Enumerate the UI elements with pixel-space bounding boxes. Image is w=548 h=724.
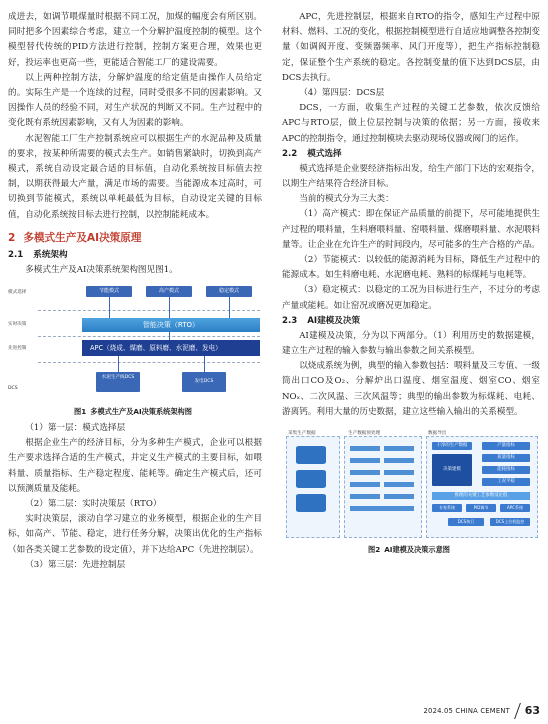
layer-label: 模式选择 bbox=[8, 290, 27, 296]
subsection-number: 2.3 bbox=[282, 315, 298, 326]
paragraph: （3）第三层：先进控制层 bbox=[25, 559, 126, 570]
flow-box: DCS上位机监控 bbox=[490, 518, 530, 526]
arrow bbox=[169, 332, 170, 340]
paragraph: AI建模及决策，分为以下两部分。（1）利用历史的数据建模，建立生产过程的输入参数与输出参数之间关系模型。 bbox=[282, 330, 540, 357]
subsection-number: 2.1 bbox=[8, 249, 24, 260]
paragraph: 根据企业生产的经济目标，分为多种生产模式，企业可以根据生产要求选择合适的生产模式，并定义生产模式的主要目标，如喂料量、质量指标、生产稳定程度、能耗等。确定生产模式后，还可以预测质量及能耗。 bbox=[8, 438, 262, 494]
arrow bbox=[204, 356, 205, 372]
figure-1-architecture-diagram bbox=[8, 282, 262, 404]
output-box: 工况平稳 bbox=[482, 478, 530, 486]
arrow bbox=[109, 297, 110, 318]
process-step bbox=[350, 506, 414, 511]
database-icon bbox=[296, 446, 326, 464]
mode-box-energy: 节能模式 bbox=[86, 286, 132, 297]
paragraph: （3）稳定模式：以稳定的工况为目标进行生产，不过分的考虑产量或能耗。如让窑况或磨况更加稳定。 bbox=[282, 285, 540, 311]
figure-2-ai-modeling-diagram bbox=[282, 426, 540, 542]
paragraph: （4）第四层：DCS层 bbox=[299, 88, 385, 99]
flow-box: 专家系统 bbox=[432, 504, 462, 512]
caption-text: AI建模及决策示意图 bbox=[384, 545, 450, 555]
page-footer bbox=[282, 703, 540, 719]
flow-box: PID调节 bbox=[466, 504, 496, 512]
dcs-box-power: 发电DCS bbox=[182, 372, 226, 392]
paragraph: 当前的模式分为三大类： bbox=[299, 194, 394, 205]
flow-box: APC系统 bbox=[500, 504, 530, 512]
left-column bbox=[8, 10, 262, 573]
layer-label: 先进控制 bbox=[8, 346, 27, 352]
flow-box: DCS执行 bbox=[448, 518, 484, 526]
paragraph: 模式选择是企业要经济指标出发，给生产部门下达的宏观指令，以期生产结果符合经济目标。 bbox=[282, 163, 540, 190]
database-icon bbox=[296, 494, 326, 512]
arrow bbox=[118, 356, 119, 372]
paragraph: （1）高产模式：即在保证产品质量的前提下，尽可能地提供生产过程的喂料量，生料磨喂料量、窑喂料量、煤磨喂料量、水泥喂料量等。让企业在允许生产的时间段内，尽可能多的生产合格的产品。 bbox=[282, 209, 540, 250]
process-step bbox=[350, 458, 380, 463]
subsection-title: 模式选择 bbox=[307, 148, 342, 159]
publication-name: 2024.05 CHINA CEMENT bbox=[423, 707, 510, 715]
layer-divider bbox=[38, 362, 260, 363]
subsection-number: 2.2 bbox=[282, 148, 298, 159]
output-box: 产量指标 bbox=[482, 442, 530, 450]
paragraph: 水泥智能工厂生产控制系统应可以根据生产的水泥品种及质量的要求，按某种所需要的模式去生产。如销售紧缺时，切换到高产模式，系统自动设定最合适的目标值，自动化系统按目标值去控制，以期获得最大产量，满足市场的需要。当能源成本过高时，可切换到节能模式，系统以单耗最低为目标，自动设定关键的目标值，自动化系统按目标去进行控制，以控制能耗成本。 bbox=[8, 133, 262, 220]
arrow bbox=[229, 297, 230, 318]
footer-divider bbox=[514, 703, 521, 719]
mode-box-stable: 稳定模式 bbox=[206, 286, 252, 297]
section-heading bbox=[8, 231, 262, 246]
paragraph: 多模式生产及AI决策系统架构图见图1。 bbox=[25, 264, 178, 275]
apc-bar: APC（烧成、煤磨、原料磨、水泥磨、发电） bbox=[82, 340, 260, 356]
process-step bbox=[350, 482, 380, 487]
preprocessing-panel bbox=[344, 436, 422, 538]
subsection-title: 系统架构 bbox=[33, 249, 68, 260]
caption-number: 图2 bbox=[368, 545, 381, 555]
process-step bbox=[384, 470, 414, 475]
layer-divider bbox=[38, 310, 260, 311]
section-title: 多模式生产及AI决策原理 bbox=[23, 231, 142, 244]
process-step bbox=[350, 494, 380, 499]
subsection-heading bbox=[282, 314, 540, 329]
paragraph: DCS，一方面，收集生产过程的关键工艺参数，依次反馈给APC与RTO层，做上位层控制与决策的依据；另一方面，接收来APC的控制指令，通过控制模块去驱动现场仪器或阀门的运作。 bbox=[282, 103, 540, 144]
process-step bbox=[384, 482, 414, 487]
page-number: 63 bbox=[524, 704, 540, 717]
process-step bbox=[384, 494, 414, 499]
caption-number: 图1 bbox=[74, 407, 87, 417]
clean-data-box: 干净的生产数据 bbox=[432, 442, 472, 450]
layer-label: 实时决策 bbox=[8, 322, 27, 328]
arrow bbox=[169, 297, 170, 318]
output-box: 能耗指标 bbox=[482, 466, 530, 474]
process-step bbox=[384, 446, 414, 451]
paragraph: 实时决策层，滚动自学习建立的业务模型，根据企业的生产目标，如高产、节能、稳定，进行任务分解，决策出优化的生产指标（如各类关键工艺参数的设定值），并下达给APC（先进控制层）。 bbox=[8, 514, 262, 555]
paragraph: 成进去，如调节喂煤量时根据不同工况，加煤的幅度会有所区别。同时把多个因素综合考虑，建立一个分解护温度控制的模型。这个模型替代传统的PID方法进行控制，控制方案更合理，效果也更好，投运率也更高一些，更能适合智能工厂的建设需要。 bbox=[8, 12, 262, 68]
panel-title: 数据导出 bbox=[428, 431, 447, 437]
paragraph: （2）节能模式：以较低的能源消耗为目标，降低生产过程中的能源成本。如生料磨电耗、水泥磨电耗、熟料的标煤耗与电耗等。 bbox=[282, 255, 540, 281]
output-box: 质量指标 bbox=[482, 454, 530, 462]
panel-title: 生产数据预处理 bbox=[348, 431, 381, 437]
rto-bar: 智能决策（RTO） bbox=[82, 318, 260, 332]
subsection-title: AI建模及决策 bbox=[307, 315, 361, 326]
process-step bbox=[384, 458, 414, 463]
process-step bbox=[350, 446, 380, 451]
paragraph: APC，先进控制层，根据来自RTO的指令，感知生产过程中原材料、燃料、工况的变化，根据控制模型进行自适应地调整各控制变量（如调阀开度、变频器频率、风门开度等），把生产指标控制稳定，保证整个生产系统的稳定。各控制变量的值下达到DCS层，由DCS去执行。 bbox=[282, 12, 540, 83]
database-icon bbox=[296, 470, 326, 488]
layer-label: DCS bbox=[8, 386, 18, 392]
dcs-box-cement: 水泥生产线DCS bbox=[96, 372, 140, 392]
panel-title: 采集生产数据 bbox=[288, 431, 316, 437]
subsection-heading bbox=[282, 147, 540, 162]
section-number: 2 bbox=[8, 231, 16, 244]
caption-text: 多模式生产及AI决策系统架构图 bbox=[90, 407, 192, 417]
setpoint-bar: 推理的关键工艺参数设定值 bbox=[432, 492, 530, 500]
subsection-heading bbox=[8, 248, 262, 263]
figure-1-caption bbox=[8, 406, 262, 417]
paragraph: 以上两种控制方法，分解炉温度的给定值是由操作人员给定的。实际生产是一个连续的过程，同时受很多不同的因素影响。又因操作人员的经验不同，对生产状况的判断又不同。生产过程中的变化既有系统因素影响，又有人为因素的影响。 bbox=[8, 72, 262, 129]
right-column bbox=[282, 10, 540, 559]
mode-box-high-yield: 高产模式 bbox=[146, 286, 192, 297]
process-step bbox=[350, 470, 380, 475]
figure-2-caption bbox=[282, 544, 540, 555]
paragraph: （2）第二层：实时决策层（RTO） bbox=[25, 499, 162, 510]
paragraph: 以烧成系统为例，典型的输入参数包括：喂料量及三专值、一级筒出口CO及O₂、分解炉出口温度、烟室温度、烟室CO、烟室NOₓ、二次风温、三次风温等；典型的输出参数为标煤耗、电耗、游离钙。利用大量的历史数据，建立这些输入输出的关系模型。 bbox=[282, 361, 540, 417]
model-box: 决策建模 bbox=[432, 454, 472, 486]
paragraph: （1）第一层：模式选择层 bbox=[25, 423, 126, 434]
layer-divider bbox=[38, 336, 260, 337]
